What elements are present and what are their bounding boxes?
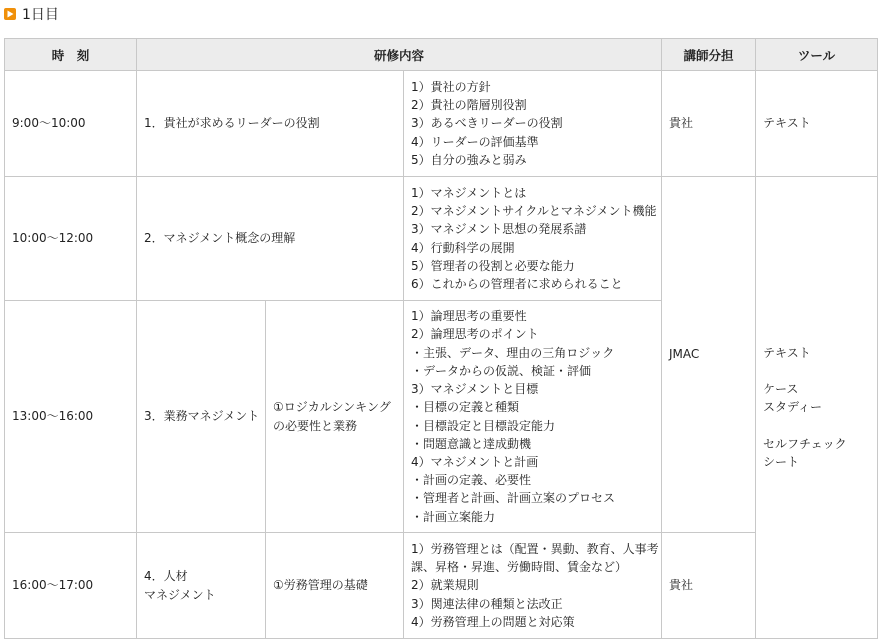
program-cell: 4．人材 マネジメント [137,533,266,639]
program-cell: 3．業務マネジメント [137,301,266,533]
time-cell: 9:00〜10:00 [5,71,137,177]
program-cell: 1．貴社が求めるリーダーの役割 [137,71,404,177]
table-row [5,533,878,639]
section-heading [4,4,59,24]
instructor-cell: 貴社 [662,533,756,639]
header-content: 研修内容 [137,39,662,71]
details-cell: 1）マネジメントとは 2）マネジメントサイクルとマネジメント機能 3）マネジメント思想の発展系譜 4）行動科学の展開 5）管理者の役割と必要な能力 6）これからの管理者に求められること [404,177,662,301]
table-row [5,177,878,301]
instructor-cell: 貴社 [662,71,756,177]
table-header-row [5,39,878,71]
day-title: 1日目 [22,7,59,23]
header-instructor: 講師分担 [662,39,756,71]
details-cell: 1）労務管理とは（配置・異動、教育、人事考課、昇格・昇進、労働時間、賃金など） 2）就業規則 3）関連法律の種類と法改正 4）労務管理上の問題と対応策 [404,533,662,639]
schedule-table [4,38,878,639]
instructor-cell: JMAC [662,177,756,533]
details-cell: 1）論理思考の重要性 2）論理思考のポイント ・主張、データ、理由の三角ロジック ・データからの仮説、検証・評価 3）マネジメントと目標 ・目標の定義と種類 ・目標設定と目標設定能力 ・問題意識と達成動機 4）マネジメントと計画 ・計画の定義、必要性 ・管理者と計画、計画立案のプロセス ・計画立案能力 [404,301,662,533]
header-time: 時 刻 [5,39,137,71]
time-cell: 13:00〜16:00 [5,301,137,533]
table-row [5,71,878,177]
time-cell: 10:00〜12:00 [5,177,137,301]
program-cell: 2．マネジメント概念の理解 [137,177,404,301]
tools-cell: テキスト [756,71,878,177]
topic-cell: ①労務管理の基礎 [266,533,404,639]
topic-cell: ①ロジカルシンキング の必要性と業務 [266,301,404,533]
details-cell: 1）貴社の方針 2）貴社の階層別役割 3）あるべきリーダーの役割 4）リーダーの評価基準 5）自分の強みと弱み [404,71,662,177]
header-tools: ツール [756,39,878,71]
orange-play-icon [4,8,16,20]
time-cell: 16:00〜17:00 [5,533,137,639]
tools-cell: テキスト ケース スタディー セルフチェック シート [756,177,878,639]
